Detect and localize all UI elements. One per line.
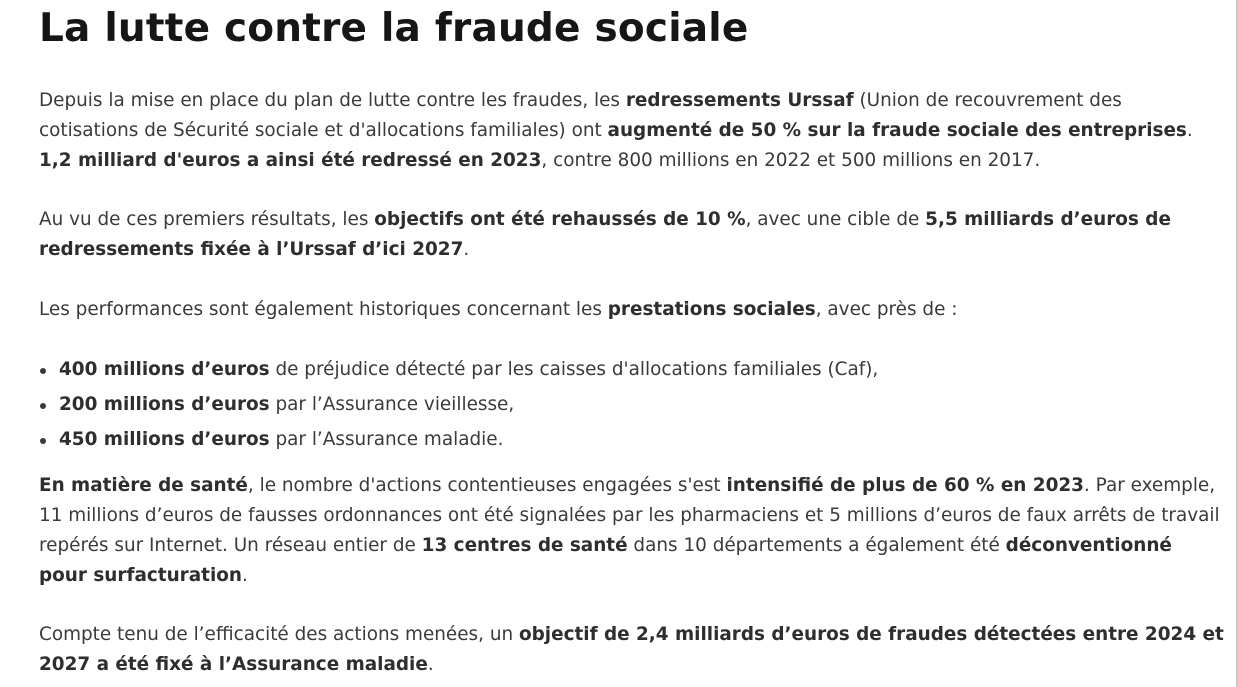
paragraph-assurance-maladie	[39, 620, 1225, 680]
emphasis: déconventionné pour surfacturation	[39, 535, 1172, 586]
text: .	[463, 239, 470, 260]
paragraph-objectifs	[39, 205, 1225, 265]
emphasis: prestations sociales	[607, 299, 816, 320]
text: .	[241, 565, 248, 586]
emphasis: En matière de santé	[39, 475, 248, 496]
text: Au vu de ces premiers résultats, les	[39, 209, 375, 230]
text: , avec une cible de	[745, 209, 926, 230]
text: . Par exemple, 11 millions d’euros de fausses ordonnances ont été signalées par les pharmaciens et 5 millions d’euros de faux arrêts de travail repérés sur Internet. Un réseau entier de	[39, 475, 1220, 556]
text: Depuis la mise en place du plan de lutte contre les fraudes, les	[39, 90, 626, 111]
paragraph-urssaf	[39, 86, 1225, 176]
emphasis: intensifié de plus de 60 % en 2023	[726, 475, 1084, 496]
emphasis: 13 centres de santé	[421, 535, 628, 556]
text: par l’Assurance maladie.	[269, 429, 504, 450]
paragraph-prestations	[39, 295, 1225, 325]
text: , le nombre d'actions contentieuses engagées s'est	[247, 475, 727, 496]
text: , avec près de :	[815, 299, 958, 320]
emphasis: 5,5 milliards d’euros de redressements fixée à l’Urssaf d’ici 2027	[39, 209, 1171, 260]
prestations-list	[39, 355, 1225, 460]
text: par l’Assurance vieillesse,	[269, 394, 515, 415]
text: dans 10 départements a également été	[627, 535, 1006, 556]
text: Compte tenu de l’efficacité des actions menées, un	[39, 624, 519, 645]
emphasis: 450 millions d’euros	[59, 429, 270, 450]
emphasis: 1,2 milliard d'euros a ainsi été redressé en 2023	[39, 150, 542, 171]
list-item	[39, 390, 1225, 425]
text: de préjudice détecté par les caisses d'allocations familiales (Caf),	[269, 359, 879, 380]
text: .	[1186, 120, 1193, 141]
text: Les performances sont également historiques concernant les	[39, 299, 608, 320]
text: (Union de recouvrement des cotisations de Sécurité sociale et d'allocations familiales) ont	[39, 90, 1122, 141]
text: .	[427, 654, 434, 675]
paragraph-sante	[39, 471, 1225, 591]
list-item	[39, 355, 1225, 390]
emphasis: 400 millions d’euros	[59, 359, 270, 380]
emphasis: augmenté de 50 % sur la fraude sociale des entreprises	[607, 120, 1187, 141]
list-item	[39, 425, 1225, 460]
text: , contre 800 millions en 2022 et 500 millions en 2017.	[541, 150, 1041, 171]
page-title: La lutte contre la fraude sociale	[39, 6, 749, 51]
emphasis: redressements Urssaf	[625, 90, 854, 111]
emphasis: 200 millions d’euros	[59, 394, 270, 415]
emphasis: objectif de 2,4 milliards d’euros de fraudes détectées entre 2024 et 2027 a été fixé à l’Assurance maladie	[39, 624, 1224, 675]
emphasis: objectifs ont été rehaussés de 10 %	[374, 209, 746, 230]
